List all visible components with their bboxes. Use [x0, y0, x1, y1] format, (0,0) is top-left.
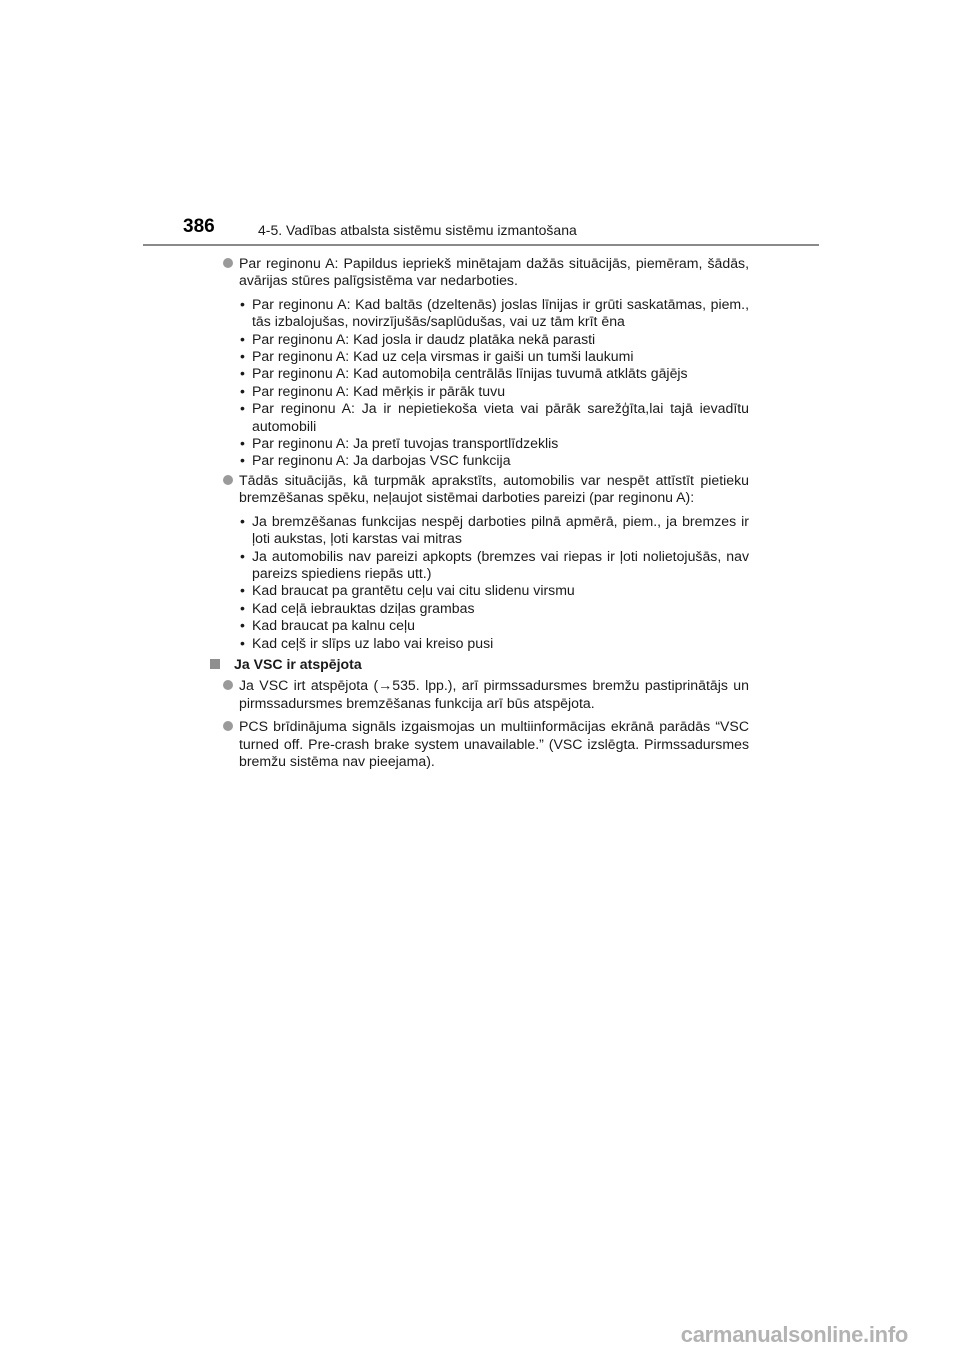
paragraph-vsc-disabled — [222, 677, 749, 712]
list-item-text: Par reginonu A: Kad automobiļa centrālās līnijas tuvumā atklāts gājējs — [252, 365, 688, 382]
list-item-text: Par reginonu A: Ja pretī tuvojas transportlīdzeklis — [252, 435, 559, 452]
bullet-icon: • — [240, 582, 245, 599]
list-item-text: Kad ceļā iebrauktas dziļas grambas — [252, 599, 475, 616]
list-item — [239, 365, 749, 382]
paragraph-text: PCS brīdinājuma signāls izgaismojas un multiinformācijas ekrānā parādās “VSC turned off. Pre-crash brake system unavailable.” (VSC izslēgta. Pirmssadursmes bremžu sistēma nav pieejama). — [239, 718, 749, 769]
list-item-text: Kad braucat pa grantētu ceļu vai citu slidenu virsmu — [252, 582, 575, 599]
circle-bullet-icon — [223, 721, 233, 731]
paragraph-limitations — [222, 255, 749, 290]
bullet-icon: • — [240, 295, 245, 312]
list-item — [239, 548, 749, 583]
paragraph-text: Ja VSC irt atspējota (→535. lpp.), arī pirmssadursmes bremžu pastiprinātājs un pirmssadursmes bremzēšanas funkcija arī būs atspējota. — [239, 677, 749, 711]
list-item-text: Par reginonu A: Ja darbojas VSC funkcija — [252, 452, 511, 469]
bullet-icon: • — [240, 435, 245, 452]
paragraph-braking — [222, 472, 749, 507]
list-item — [239, 513, 749, 548]
section-heading-text: Ja VSC ir atspējota — [234, 655, 362, 672]
list-item — [239, 452, 749, 469]
circle-bullet-icon — [223, 680, 233, 690]
page-content — [222, 255, 749, 776]
list-item-text: Ja bremzēšanas funkcijas nespēj darboties pilnā apmērā, piem., ja bremzes ir ļoti aukstas, ļoti karstas vai mitras — [252, 512, 749, 547]
section-header-title: 4-5. Vadības atbalsta sistēmu sistēmu izmantošana — [258, 222, 577, 238]
bullet-icon: • — [240, 348, 245, 365]
bullet-icon: • — [240, 400, 245, 417]
list-item-text: Par reginonu A: Kad uz ceļa virsmas ir gaiši un tumši laukumi — [252, 348, 634, 365]
list-item — [239, 296, 749, 331]
list-item-text: Par reginonu A: Kad baltās (dzeltenās) joslas līnijas ir grūti saskatāmas, piem., tās izbalojušas, novirzījušās/saplūdušas, vai uz tām krīt ēna — [252, 295, 749, 330]
bullet-icon: • — [240, 365, 245, 382]
circle-bullet-icon — [223, 475, 233, 485]
list-item-text: Kad ceļš ir slīps uz labo vai kreiso pusi — [252, 634, 494, 651]
list-item-text: Par reginonu A: Kad josla ir daudz platāka nekā parasti — [252, 330, 596, 347]
bullet-icon: • — [240, 512, 245, 529]
list-item — [239, 617, 749, 634]
list-item — [239, 331, 749, 348]
watermark-text: carmanualsonline.info — [680, 1322, 908, 1347]
list-item — [239, 400, 749, 435]
braking-list — [222, 513, 749, 652]
page-number: 386 — [183, 216, 215, 237]
paragraph-text: Par reginonu A: Papildus iepriekš minētajam dažās situācijās, piemēram, šādās, avārijas stūres palīgsistēma var nedarboties. — [239, 255, 749, 289]
bullet-icon: • — [240, 547, 245, 564]
section-heading — [222, 656, 749, 673]
square-bullet-icon — [210, 659, 220, 669]
list-item — [239, 635, 749, 652]
list-item-text: Par reginonu A: Ja ir nepietiekoša vieta vai pārāk sarežģīta,lai tajā ievadītu automobili — [252, 400, 749, 434]
bullet-icon: • — [240, 382, 245, 399]
bullet-icon: • — [240, 634, 245, 651]
bullet-icon: • — [240, 617, 245, 634]
list-item — [239, 383, 749, 400]
bullet-icon: • — [240, 330, 245, 347]
list-item — [239, 435, 749, 452]
bullet-icon: • — [240, 452, 245, 469]
bullet-icon: • — [240, 599, 245, 616]
list-item-text: Ja automobilis nav pareizi apkopts (bremzes vai riepas ir ļoti nolietojušās, nav pareizs spiediens riepās utt.) — [252, 547, 749, 581]
list-item — [239, 582, 749, 599]
circle-bullet-icon — [223, 258, 233, 268]
list-item — [239, 348, 749, 365]
paragraph-text: Tādās situācijās, kā turpmāk aprakstīts, automobilis var nespēt attīstīt pietieku bremzēšanas spēku, neļaujot sistēmai darboties pareizi (par reginonu A): — [239, 471, 749, 506]
limitations-list — [222, 296, 749, 470]
list-item — [239, 600, 749, 617]
paragraph-pcs-warning — [222, 718, 749, 770]
list-item-text: Par reginonu A: Kad mērķis ir pārāk tuvu — [252, 382, 506, 399]
header-divider — [143, 244, 819, 246]
list-item-text: Kad braucat pa kalnu ceļu — [252, 617, 415, 634]
